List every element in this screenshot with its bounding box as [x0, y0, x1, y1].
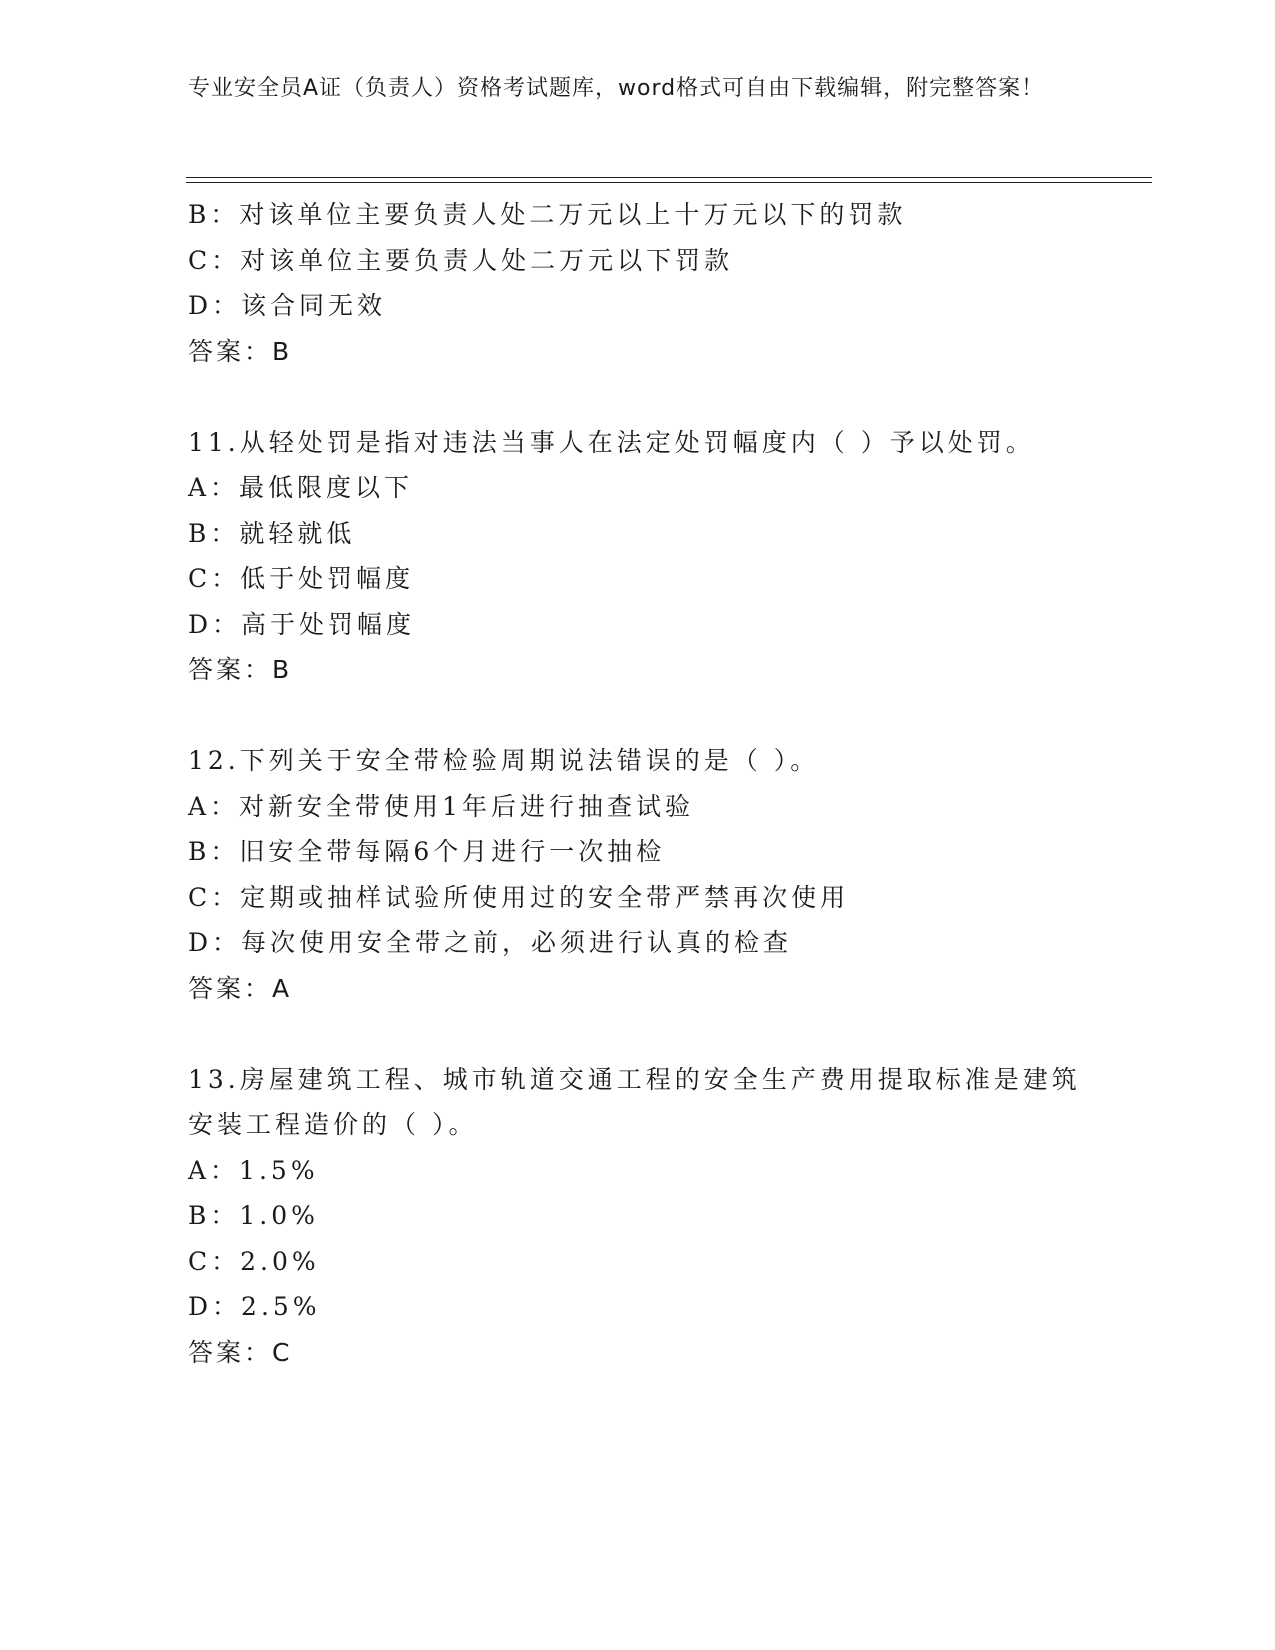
question-list — [188, 192, 1088, 1375]
option-c: C：对该单位主要负责人处二万元以下罚款 — [188, 245, 734, 275]
header-divider-top — [186, 177, 1152, 178]
option-c: C：低于处罚幅度 — [188, 564, 415, 593]
spacer — [188, 693, 1088, 739]
option-a: A：最低限度以下 — [188, 473, 414, 502]
option-b: B：对该单位主要负责人处二万元以上十万元以下的罚款 — [188, 200, 907, 229]
option-a: A：对新安全带使用1年后进行抽查试验 — [188, 791, 694, 821]
header-title: 专业安全员A证（负责人）资格考试题库，word格式可自由下载编辑，附完整答案！ — [188, 76, 1045, 101]
document-header — [188, 72, 1068, 105]
answer-line: 答案：A — [188, 973, 293, 1003]
question-stem-line-2: 安装工程造价的（ ）。 — [188, 1110, 478, 1139]
previous-question-block — [188, 192, 1088, 374]
header-divider-bottom — [186, 182, 1152, 183]
answer-line: 答案：B — [188, 336, 293, 366]
answer-line: 答案：C — [188, 1337, 293, 1367]
question-stem: 12.下列关于安全带检验周期说法错误的是（ ）。 — [188, 746, 820, 775]
question-stem: 11.从轻处罚是指对违法当事人在法定处罚幅度内（ ）予以处罚。 — [188, 427, 1035, 457]
question-13 — [188, 1057, 1088, 1376]
question-12 — [188, 738, 1088, 1011]
option-d: D：每次使用安全带之前，必须进行认真的检查 — [188, 928, 793, 957]
question-11 — [188, 420, 1088, 693]
option-b: B：旧安全带每隔6个月进行一次抽检 — [188, 837, 666, 866]
option-d: D：该合同无效 — [188, 291, 387, 320]
option-d: D：2.5% — [188, 1292, 321, 1321]
answer-line: 答案：B — [188, 655, 293, 684]
option-c: C：定期或抽样试验所使用过的安全带严禁再次使用 — [188, 882, 850, 912]
question-stem-line-1: 13.房屋建筑工程、城市轨道交通工程的安全生产费用提取标准是建筑 — [188, 1064, 1081, 1094]
option-b: B：就轻就低 — [188, 518, 356, 548]
option-b: B：1.0% — [188, 1201, 319, 1230]
spacer — [188, 1011, 1088, 1057]
option-a: A：1.5% — [188, 1155, 319, 1185]
spacer — [188, 374, 1088, 420]
option-d: D：高于处罚幅度 — [188, 609, 416, 639]
option-c: C：2.0% — [188, 1246, 320, 1276]
